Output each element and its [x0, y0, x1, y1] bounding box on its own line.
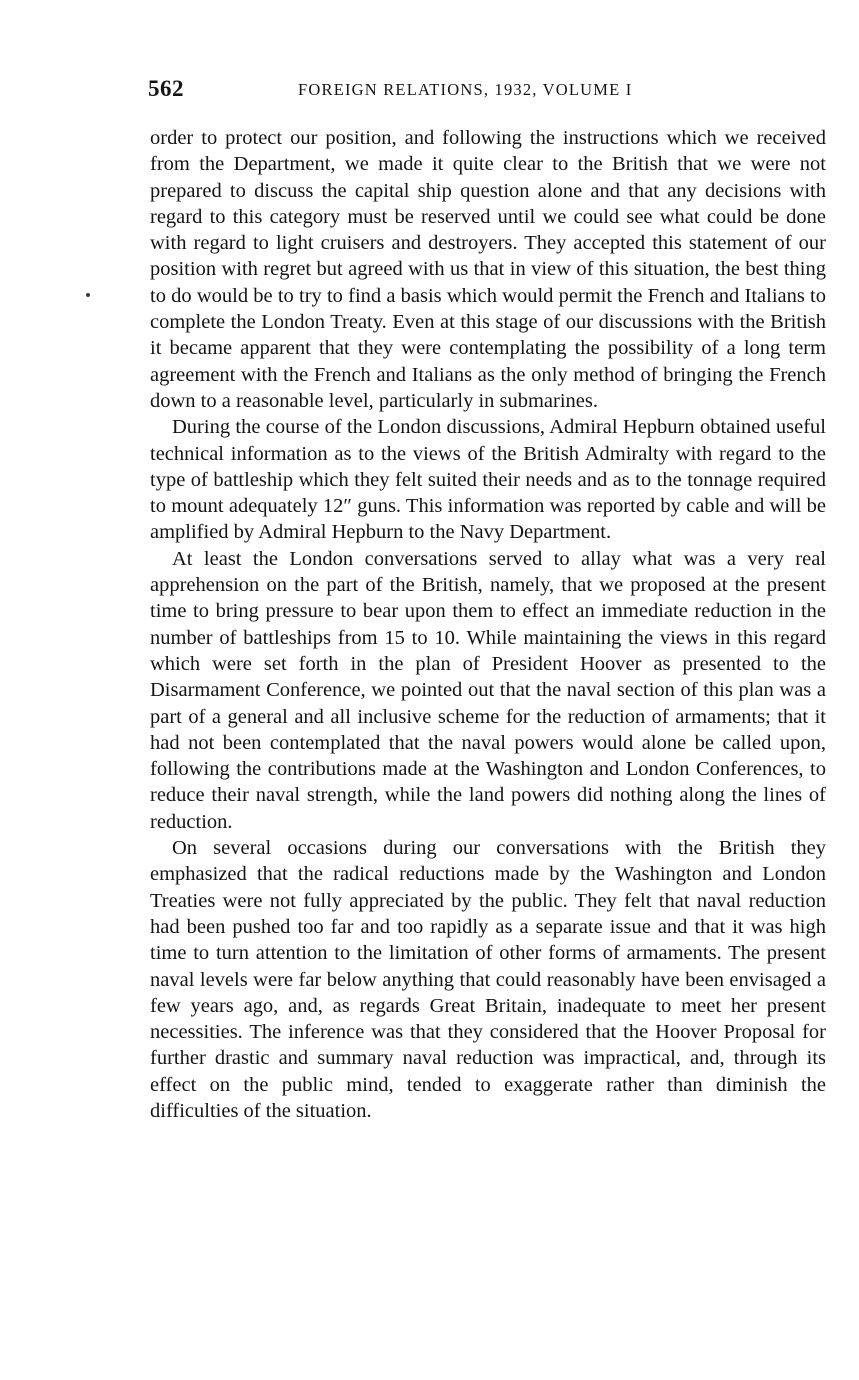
paragraph-london-discussions: During the course of the London discussions, Admiral Hepburn obtained useful technical information as to the views of the British Admiralty with regard to the type of battleship which they felt suited their needs and as to the tonnage required to mount adequately 12″ guns. This information was reported by cable and will be amplified by Admiral Hepburn to the Navy Department.	[150, 416, 826, 544]
paragraph-london-conversations: At least the London conversations served to allay what was a very real apprehension on the part of the British, namely, that we proposed at the present time to bring pressure to bear upon them to effect an immediate reduction in the number of battleships from 15 to 10. While maintaining the views in this regard which were set forth in the plan of President Hoover as presented to the Disarmament Conference, we pointed out that the naval section of this plan was a part of a general and all inclusive scheme for the reduction of armaments; that it had not been contemplated that the naval powers would alone be called upon, following the contributions made at the Washington and London Conferences, to reduce their naval strength, while the land powers did nothing along the lines of reduction.	[150, 547, 826, 833]
paragraph-continued: order to protect our position, and following the instructions which we received from the Department, we made it quite clear to the British that we were not prepared to discuss the capital ship question alone and that any decisions with regard to this category must be reserved until we could see what could be done with regard to light cruisers and destroyers. They accepted this statement of our position with regret but agreed with us that in view of this situation, the best thing to do would be to try to find a basis which would permit the French and Italians to complete the London Treaty. Even at this stage of our discussions with the British it became apparent that they were contemplating the possibility of a long term agreement with the French and Italians as the only method of bringing the French down to a reasonable level, particularly in submarines.	[150, 127, 826, 412]
body-text	[150, 125, 826, 1124]
running-head-title: FOREIGN RELATIONS, 1932, VOLUME I	[298, 80, 633, 99]
paragraph-several-occasions: On several occasions during our conversations with the British they emphasized that the radical reductions made by the Washington and London Treaties were not fully appreciated by the public. They felt that naval reduction had been pushed too far and too rapidly as a separate issue and that it was high time to turn attention to the limitation of other forms of armaments. The present naval levels were far below anything that could reasonably have been envisaged a few years ago, and, as regards Great Britain, inadequate to meet her present necessities. The inference was that they considered that the Hoover Proposal for further drastic and summary naval reduction was impractical, and, through its effect on the public mind, tended to exaggerate rather than diminish the difficulties of the situation.	[150, 837, 826, 1122]
margin-speck	[86, 293, 90, 297]
page-number: 562	[148, 76, 184, 101]
running-head	[148, 76, 824, 106]
